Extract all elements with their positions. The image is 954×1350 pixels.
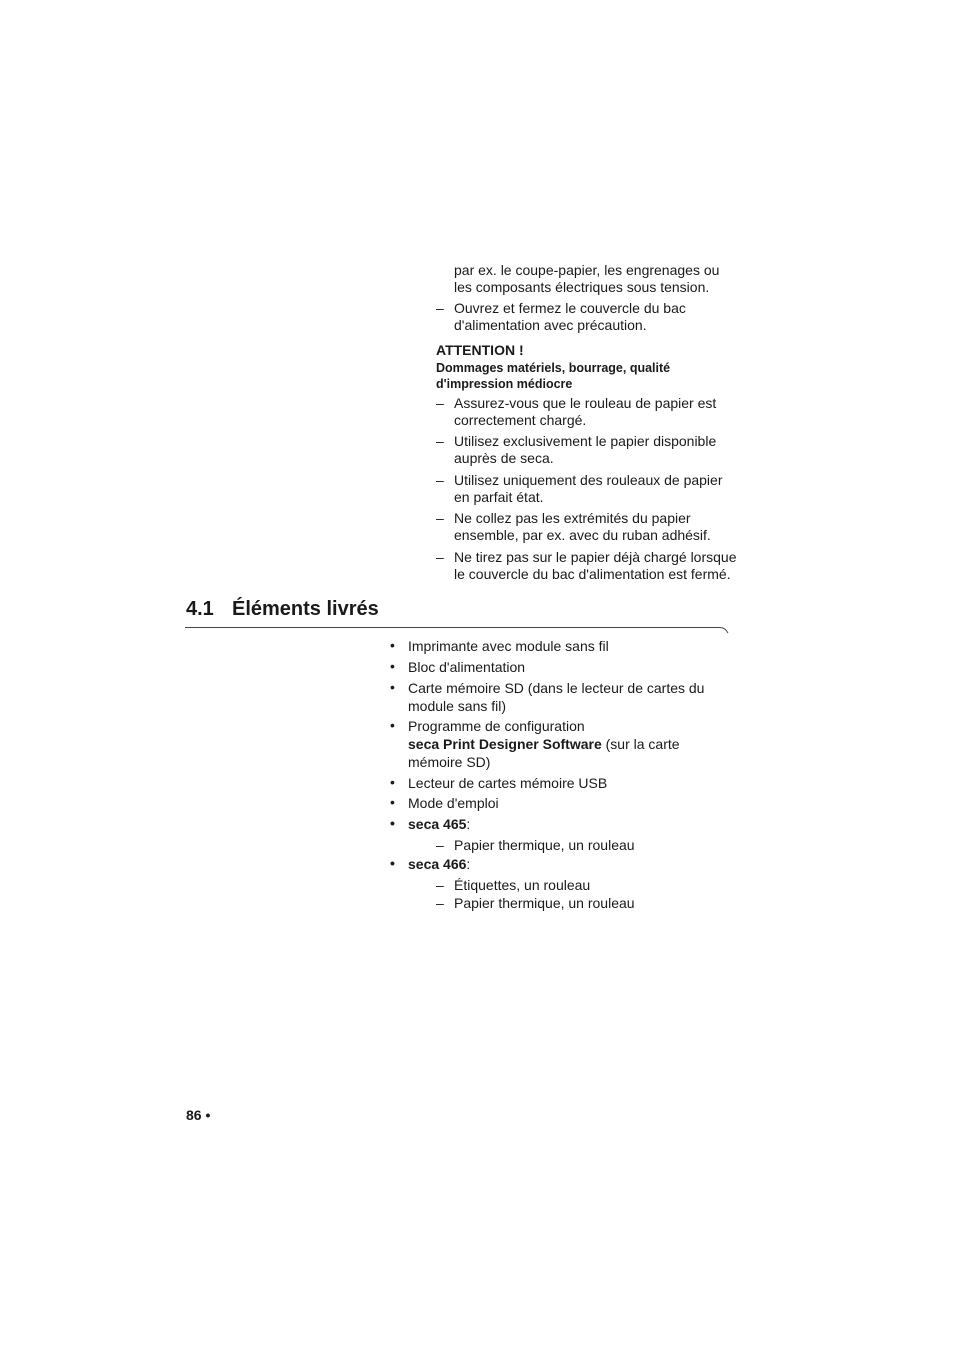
model-colon: :: [466, 856, 471, 872]
attention-item-line1: Utilisez uniquement des rouleaux de papier: [454, 472, 723, 488]
product-note: (sur la carte: [601, 736, 680, 752]
dash-marker: –: [436, 549, 444, 565]
bullet-marker: •: [390, 815, 395, 831]
delivery-subitem-text: Papier thermique, un rouleau: [454, 895, 635, 911]
attention-subtitle: [436, 360, 670, 392]
delivery-item-line3: mémoire SD): [408, 754, 491, 770]
dash-marker: –: [436, 395, 444, 411]
model-name: seca 466: [408, 856, 467, 872]
bullet-marker: •: [390, 794, 395, 810]
attention-item-line1: Ne tirez pas sur le papier déjà chargé lorsque: [454, 549, 737, 565]
attention-item-line2: le couvercle du bac d'alimentation est fermé.: [454, 566, 731, 582]
attention-sub-line1: Dommages matériels, bourrage, qualité: [436, 361, 671, 375]
bullet-marker: •: [390, 679, 395, 695]
intro-cont-line2: les composants électriques sous tension.: [454, 279, 710, 295]
delivery-subitem-text: Papier thermique, un rouleau: [454, 837, 635, 853]
intro-item1-line1: Ouvrez et fermez le couvercle du bac: [454, 300, 686, 316]
attention-item-line2: ensemble, par ex. avec du ruban adhésif.: [454, 527, 711, 543]
delivery-item-text: Imprimante avec module sans fil: [408, 638, 609, 654]
delivery-item-text: Lecteur de cartes mémoire USB: [408, 775, 608, 791]
attention-title: ATTENTION !: [436, 342, 524, 358]
bullet-marker: •: [390, 658, 395, 674]
intro-cont-line1: par ex. le coupe-papier, les engrenages ou: [454, 262, 720, 278]
model-colon: :: [466, 816, 471, 832]
delivery-item-text: Bloc d'alimentation: [408, 659, 526, 675]
intro-continuation: [454, 262, 719, 296]
attention-sub-line2: d'impression médiocre: [436, 377, 573, 391]
dash-marker: –: [436, 433, 444, 449]
attention-item-line1: Utilisez exclusivement le papier disponible: [454, 433, 717, 449]
page-number: 86 •: [186, 1107, 211, 1123]
attention-item-line2: auprès de seca.: [454, 450, 554, 466]
delivery-item-line1: Carte mémoire SD (dans le lecteur de cartes du: [408, 680, 705, 696]
intro-item1-line2: d'alimentation avec précaution.: [454, 317, 647, 333]
attention-item-line2: en parfait état.: [454, 489, 544, 505]
delivery-subitem-text: Étiquettes, un rouleau: [454, 877, 591, 893]
delivery-item-line1: Programme de configuration: [408, 718, 585, 734]
section-title: Éléments livrés: [232, 598, 379, 620]
dash-marker: –: [436, 877, 444, 893]
attention-item-line1: Ne collez pas les extrémités du papier: [454, 510, 691, 526]
dash-marker: –: [436, 510, 444, 526]
bullet-marker: •: [390, 717, 395, 733]
delivery-item-line2: [408, 735, 728, 753]
model-name: seca 465: [408, 816, 467, 832]
delivery-item-text: Mode d'emploi: [408, 795, 499, 811]
attention-item-line1: Assurez-vous que le rouleau de papier est: [454, 395, 717, 411]
dash-marker: –: [436, 895, 444, 911]
section-rule: [184, 624, 732, 638]
attention-item-line2: correctement chargé.: [454, 412, 587, 428]
bullet-marker: •: [390, 855, 395, 871]
dash-marker: –: [436, 837, 444, 853]
delivery-item-line2: module sans fil): [408, 698, 507, 714]
dash-marker: –: [436, 300, 444, 316]
bullet-marker: •: [390, 774, 395, 790]
dash-marker: –: [436, 472, 444, 488]
product-name: seca Print Designer Software: [408, 736, 602, 752]
section-number: 4.1: [186, 598, 214, 620]
bullet-marker: •: [390, 637, 395, 653]
